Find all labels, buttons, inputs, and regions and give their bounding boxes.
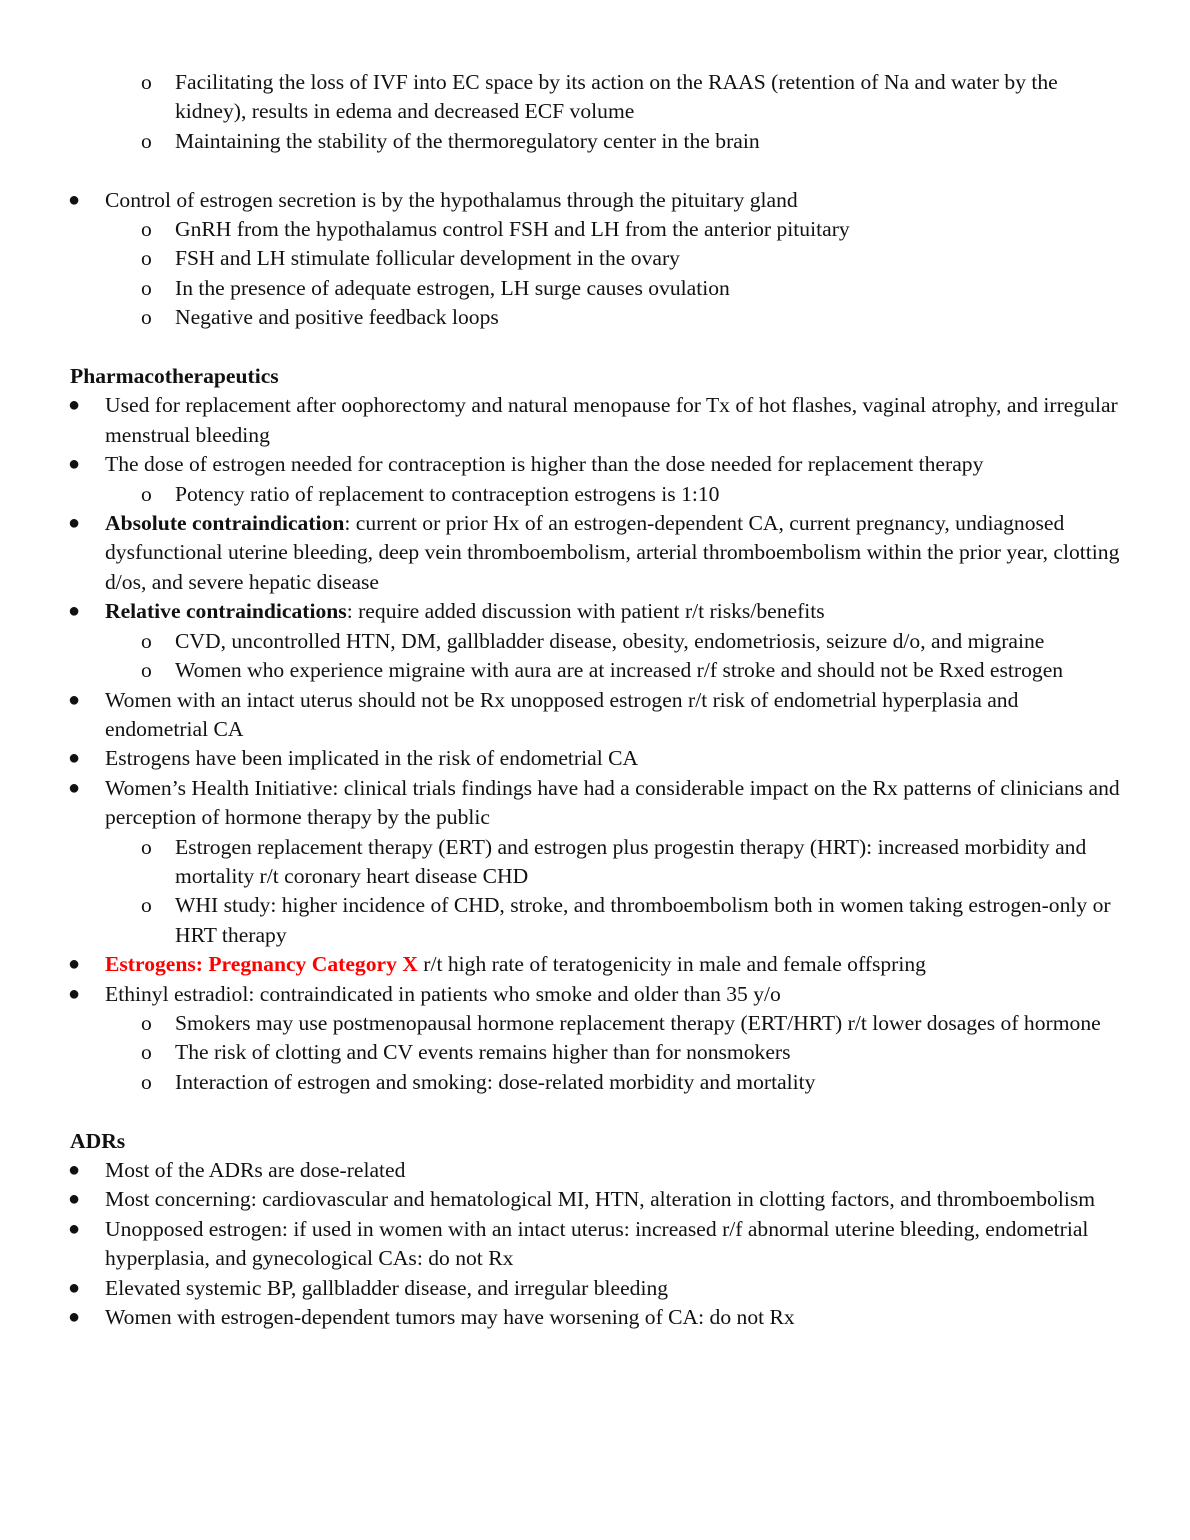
hollow-bullet-icon: o xyxy=(141,834,152,859)
sub-bullet-item xyxy=(70,480,1122,509)
item-text: Estrogens have been implicated in the risk of endometrial CA xyxy=(105,746,639,771)
item-text: The risk of clotting and CV events remains higher than for nonsmokers xyxy=(175,1040,791,1065)
item-text: : current or prior Hx of an estrogen-dependent CA, current pregnancy, undiagnosed dysfunctional uterine bleeding, deep vein thromboembolism, arterial thromboembolism within the prior year, clotting d/os, and severe hepatic disease xyxy=(105,511,1120,594)
bullet-icon: ● xyxy=(68,453,81,476)
sub-bullet-item xyxy=(70,1009,1122,1038)
bullet-icon: ● xyxy=(68,776,81,799)
item-text: Negative and positive feedback loops xyxy=(175,305,499,330)
sub-bullet-item xyxy=(70,303,1122,332)
document-page xyxy=(70,68,1122,1362)
item-text: CVD, uncontrolled HTN, DM, gallbladder disease, obesity, endometriosis, seizure d/o, and migraine xyxy=(175,628,1045,653)
bullet-item xyxy=(70,1185,1122,1214)
item-text: In the presence of adequate estrogen, LH surge causes ovulation xyxy=(175,275,730,300)
item-text: Interaction of estrogen and smoking: dose-related morbidity and mortality xyxy=(175,1069,816,1094)
hollow-bullet-icon: o xyxy=(141,481,152,506)
document-section xyxy=(70,362,1122,1097)
bullet-icon: ● xyxy=(68,1158,81,1181)
hollow-bullet-icon: o xyxy=(141,1040,152,1065)
bullet-icon: ● xyxy=(68,953,81,976)
item-text: Control of estrogen secretion is by the hypothalamus through the pituitary gland xyxy=(105,187,798,212)
hollow-bullet-icon: o xyxy=(141,628,152,653)
bullet-item xyxy=(70,744,1122,773)
bullet-icon: ● xyxy=(68,600,81,623)
bullet-item xyxy=(70,1274,1122,1303)
hollow-bullet-icon: o xyxy=(141,1010,152,1035)
bullet-icon: ● xyxy=(68,512,81,535)
bullet-item xyxy=(70,950,1122,979)
bullet-item xyxy=(70,1215,1122,1274)
item-text: Unopposed estrogen: if used in women with an intact uterus: increased r/f abnormal uterine bleeding, endometrial hyperplasia, and gynecological CAs: do not Rx xyxy=(105,1216,1089,1271)
hollow-bullet-icon: o xyxy=(141,305,152,330)
bullet-item xyxy=(70,450,1122,479)
bold-term: Relative contraindications xyxy=(105,599,347,624)
bullet-item xyxy=(70,1156,1122,1185)
bullet-icon: ● xyxy=(68,982,81,1005)
bullet-item xyxy=(70,597,1122,626)
bullet-item xyxy=(70,186,1122,215)
item-text: Women with an intact uterus should not be Rx unopposed estrogen r/t risk of endometrial hyperplasia and endometrial CA xyxy=(105,687,1019,741)
hollow-bullet-icon: o xyxy=(141,893,152,918)
bullet-item xyxy=(70,391,1122,450)
document-section xyxy=(70,186,1122,333)
highlighted-text: Estrogens: Pregnancy Category X xyxy=(105,952,418,977)
sub-bullet-item xyxy=(70,215,1122,244)
hollow-bullet-icon: o xyxy=(141,275,152,300)
sub-bullet-item xyxy=(70,656,1122,685)
bullet-item xyxy=(70,774,1122,833)
document-section xyxy=(70,1127,1122,1333)
bullet-icon: ● xyxy=(68,1217,81,1240)
sub-bullet-item xyxy=(70,1068,1122,1097)
item-text: r/t high rate of teratogenicity in male and female offspring xyxy=(417,952,926,977)
bullet-icon: ● xyxy=(68,1306,81,1329)
item-text: Women with estrogen-dependent tumors may have worsening of CA: do not Rx xyxy=(105,1305,795,1330)
sub-bullet-item xyxy=(70,627,1122,656)
item-text: FSH and LH stimulate follicular development in the ovary xyxy=(175,246,680,271)
bullet-icon: ● xyxy=(68,688,81,711)
bullet-icon: ● xyxy=(68,747,81,770)
bullet-item xyxy=(70,980,1122,1009)
item-text: : require added discussion with patient r/t risks/benefits xyxy=(346,599,825,624)
hollow-bullet-icon: o xyxy=(141,246,152,271)
section-heading: Pharmacotherapeutics xyxy=(70,364,279,389)
item-text: Facilitating the loss of IVF into EC space by its action on the RAAS (retention of Na and water by the kidney), results in edema and decreased ECF volume xyxy=(175,70,1058,124)
item-text: Women’s Health Initiative: clinical trials findings have had a considerable impact on the Rx patterns of clinicians and perception of hormone therapy by the public xyxy=(105,775,1120,830)
sub-bullet-item xyxy=(70,1038,1122,1067)
sub-bullet-item xyxy=(70,833,1122,892)
sub-bullet-item xyxy=(70,274,1122,303)
bullet-icon: ● xyxy=(68,1276,81,1299)
bullet-icon: ● xyxy=(68,188,81,211)
item-text: Used for replacement after oophorectomy and natural menopause for Tx of hot flashes, vaginal atrophy, and irregular menstrual bleeding xyxy=(105,393,1118,447)
document-section xyxy=(70,68,1122,156)
sub-bullet-item xyxy=(70,127,1122,156)
item-text: Women who experience migraine with aura are at increased r/f stroke and should not be Rxed estrogen xyxy=(175,658,1064,683)
item-text: Ethinyl estradiol: contraindicated in patients who smoke and older than 35 y/o xyxy=(105,981,781,1006)
item-text: Estrogen replacement therapy (ERT) and estrogen plus progestin therapy (HRT): increased morbidity and mortality r/t coronary heart disease CHD xyxy=(175,834,1087,888)
sub-bullet-item xyxy=(70,68,1122,127)
hollow-bullet-icon: o xyxy=(141,128,152,153)
hollow-bullet-icon: o xyxy=(141,658,152,683)
item-text: The dose of estrogen needed for contraception is higher than the dose needed for replacement therapy xyxy=(105,452,984,477)
item-text: Smokers may use postmenopausal hormone replacement therapy (ERT/HRT) r/t lower dosages of hormone xyxy=(175,1010,1101,1035)
item-text: Most of the ADRs are dose-related xyxy=(105,1157,406,1182)
item-text: Elevated systemic BP, gallbladder disease, and irregular bleeding xyxy=(105,1275,669,1300)
sub-bullet-item xyxy=(70,891,1122,950)
bold-term: Absolute contraindication xyxy=(105,511,345,536)
item-text: WHI study: higher incidence of CHD, stroke, and thromboembolism both in women taking estrogen-only or HRT therapy xyxy=(175,893,1111,947)
hollow-bullet-icon: o xyxy=(141,1069,152,1094)
bullet-item xyxy=(70,1303,1122,1332)
bullet-item xyxy=(70,686,1122,745)
bullet-icon: ● xyxy=(68,1188,81,1211)
item-text: Maintaining the stability of the thermoregulatory center in the brain xyxy=(175,128,760,153)
hollow-bullet-icon: o xyxy=(141,70,152,94)
bullet-item xyxy=(70,509,1122,597)
item-text: Most concerning: cardiovascular and hematological MI, HTN, alteration in clotting factors, and thromboembolism xyxy=(105,1187,1096,1212)
hollow-bullet-icon: o xyxy=(141,217,152,242)
item-text: GnRH from the hypothalamus control FSH and LH from the anterior pituitary xyxy=(175,217,850,242)
section-heading: ADRs xyxy=(70,1128,126,1153)
bullet-icon: ● xyxy=(68,394,81,417)
item-text: Potency ratio of replacement to contraception estrogens is 1:10 xyxy=(175,481,720,506)
sub-bullet-item xyxy=(70,244,1122,273)
